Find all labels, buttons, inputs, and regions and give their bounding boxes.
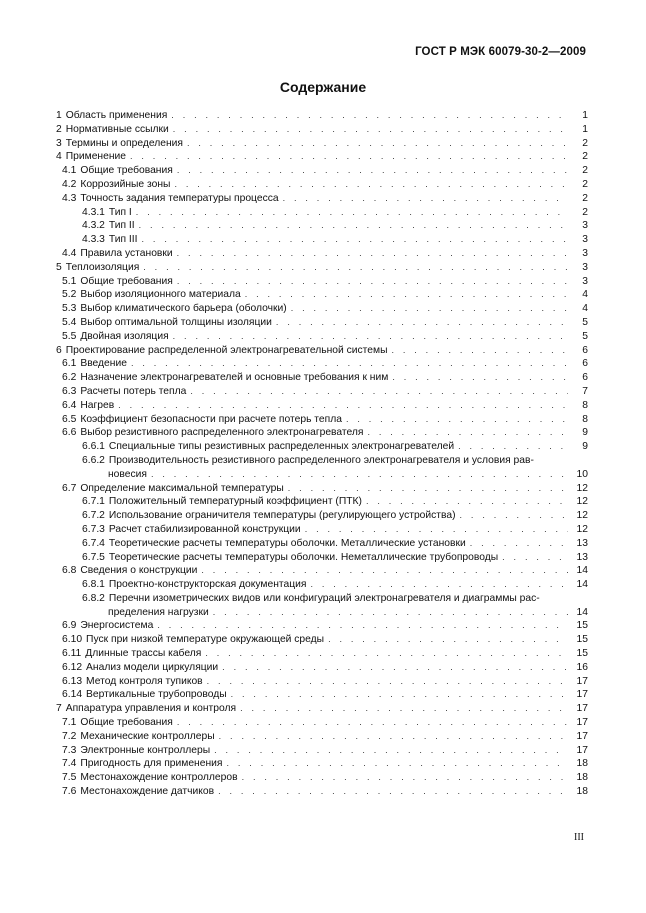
- toc-entry[interactable]: [0, 399, 646, 413]
- toc-dot-leader: [205, 647, 568, 661]
- toc-entry-title: Назначение электронагревателей и основные требования к ним: [80, 372, 389, 384]
- toc-entry[interactable]: [0, 744, 646, 758]
- toc-entry-title: Общие требования: [80, 275, 173, 287]
- toc-entry-title: Двойная изоляция: [80, 330, 169, 342]
- toc-entry-number: 6: [56, 344, 62, 356]
- toc-entry-number: 6.8: [62, 565, 77, 577]
- toc-entry-title: Метод контроля тупиков: [86, 675, 203, 687]
- toc-entry-number: 7.5: [62, 772, 77, 784]
- toc-entry-page: 3: [582, 247, 588, 259]
- toc-entry-page: 17: [576, 717, 588, 729]
- toc-entry-number: 6.4: [62, 399, 77, 411]
- toc-dot-leader: [460, 509, 568, 523]
- toc-dot-leader: [214, 744, 568, 758]
- toc-entry[interactable]: [0, 426, 646, 440]
- toc-entry[interactable]: [0, 785, 646, 799]
- toc-entry-page: 4: [582, 289, 588, 301]
- toc-entry-number: 6.5: [62, 413, 77, 425]
- toc-entry[interactable]: [0, 357, 646, 371]
- toc-entry-page: 12: [576, 482, 588, 494]
- toc-entry-title: Определение максимальной температуры: [80, 482, 284, 494]
- toc-entry-number: 5.5: [62, 330, 77, 342]
- toc-entry-title: Расчет стабилизированной конструкции: [108, 523, 301, 535]
- toc-entry-title: Правила установки: [80, 247, 173, 259]
- toc-entry-title: Энергосистема: [80, 620, 154, 632]
- toc-entry[interactable]: [0, 233, 646, 247]
- toc-entry-number: 6.7.1: [82, 496, 105, 508]
- toc-dot-leader: [151, 468, 568, 482]
- toc-entry[interactable]: [0, 564, 646, 578]
- toc-dot-leader: [118, 399, 568, 413]
- toc-entry-number: 6.3: [62, 385, 77, 397]
- toc-entry[interactable]: [0, 109, 646, 123]
- toc-entry[interactable]: [0, 206, 646, 220]
- toc-entry-number: 5.4: [62, 316, 77, 328]
- toc-entry-title: новесия: [108, 468, 147, 480]
- toc-entry-title: Перечни изометрических видов или конфигураций электронагревателя и диаграммы рас-: [108, 592, 540, 604]
- toc-entry-title: Пригодность для применения: [80, 758, 223, 770]
- toc-entry[interactable]: [0, 219, 646, 233]
- toc-dot-leader: [231, 688, 568, 702]
- toc-entry-number: 6.12: [62, 661, 83, 673]
- toc-entry-number: 4.4: [62, 247, 77, 259]
- toc-dot-leader: [502, 551, 568, 565]
- toc-entry[interactable]: [0, 454, 646, 468]
- toc-dot-leader: [177, 164, 568, 178]
- toc-entry-number: 5: [56, 261, 62, 273]
- toc-entry-page: 17: [576, 730, 588, 742]
- toc-entry-page: 16: [576, 661, 588, 673]
- toc-entry-title: Тип I: [108, 206, 132, 218]
- toc-entry-number: 6.7.5: [82, 551, 105, 563]
- toc-entry[interactable]: [0, 137, 646, 151]
- toc-entry[interactable]: [0, 661, 646, 675]
- toc-entry-title: Теоретические расчеты температуры оболочки. Неметаллические трубопроводы: [108, 551, 499, 563]
- toc-entry-page: 9: [582, 441, 588, 453]
- toc-entry-title: Производительность резистивного распределенного электронагревателя и условия рав-: [108, 454, 534, 466]
- toc-dot-leader: [177, 247, 568, 261]
- toc-entry-title: Введение: [80, 358, 127, 370]
- toc-entry-number: 5.1: [62, 275, 77, 287]
- toc-entry[interactable]: [0, 275, 646, 289]
- toc-entry-page: 3: [582, 275, 588, 287]
- toc-dot-leader: [190, 385, 568, 399]
- toc-dot-leader: [328, 633, 568, 647]
- toc-entry-number: 7.1: [62, 717, 77, 729]
- toc-entry-title: пределения нагрузки: [108, 606, 209, 618]
- toc-entry-number: 7.4: [62, 758, 77, 770]
- toc-entry-number: 2: [56, 123, 62, 135]
- toc-entry-title: Выбор оптимальной толщины изоляции: [80, 316, 272, 328]
- toc-entry[interactable]: [0, 509, 646, 523]
- toc-entry-page: 14: [576, 579, 588, 591]
- toc-entry[interactable]: [0, 647, 646, 661]
- toc-entry-number: 6.8.2: [82, 592, 105, 604]
- toc-entry-number: 6.13: [62, 675, 83, 687]
- toc-dot-leader: [240, 702, 568, 716]
- toc-dot-leader: [245, 288, 568, 302]
- toc-dot-leader: [470, 537, 568, 551]
- toc-entry-title: Выбор климатического барьера (оболочки): [80, 303, 287, 315]
- toc-entry-page: 2: [582, 165, 588, 177]
- toc-entry-page: 1: [582, 123, 588, 135]
- toc-entry[interactable]: [0, 371, 646, 385]
- toc-entry-number: 6.2: [62, 372, 77, 384]
- toc-entry-number: 6.7.4: [82, 537, 105, 549]
- toc-entry-number: 4.3.3: [82, 234, 105, 246]
- toc-entry-number: 4.3: [62, 192, 77, 204]
- toc-entry-number: 6.6.1: [82, 441, 105, 453]
- page-title: Содержание: [279, 79, 367, 95]
- toc-entry-page: 15: [576, 620, 588, 632]
- toc-entry-page: 2: [582, 192, 588, 204]
- toc-entry-number: 3: [56, 137, 62, 149]
- toc-entry[interactable]: [0, 288, 646, 302]
- toc-entry-number: 6.10: [62, 634, 83, 646]
- toc-entry-page: 3: [582, 234, 588, 246]
- toc-entry-title: Проектирование распределенной электронагревательной системы: [65, 344, 388, 356]
- toc-entry-page: 12: [576, 510, 588, 522]
- toc-entry-number: 7.3: [62, 744, 77, 756]
- toc-dot-leader: [283, 192, 568, 206]
- toc-entry[interactable]: [0, 606, 646, 620]
- toc-entry-page: 18: [576, 786, 588, 798]
- toc-entry-page: 7: [582, 385, 588, 397]
- toc-entry-number: 4.2: [62, 178, 77, 190]
- toc-entry-page: 2: [582, 178, 588, 190]
- toc-entry-title: Нормативные ссылки: [65, 123, 169, 135]
- toc-entry-page: 1: [582, 110, 588, 121]
- toc-entry[interactable]: [0, 675, 646, 689]
- toc-entry-page: 15: [576, 648, 588, 660]
- toc-dot-leader: [157, 619, 568, 633]
- toc-entry-page: 5: [582, 316, 588, 328]
- toc-dot-leader: [392, 371, 568, 385]
- toc-entry-number: 6.14: [62, 689, 83, 701]
- toc-dot-leader: [227, 757, 569, 771]
- toc-dot-leader: [173, 123, 568, 137]
- toc-entry-page: 8: [582, 413, 588, 425]
- toc-entry-page: 13: [576, 537, 588, 549]
- toc-entry-page: 4: [582, 303, 588, 315]
- table-of-contents: [0, 109, 646, 799]
- toc-entry-page: 6: [582, 358, 588, 370]
- toc-dot-leader: [177, 716, 568, 730]
- toc-entry-number: 6.1: [62, 358, 77, 370]
- toc-dot-leader: [367, 426, 568, 440]
- toc-entry[interactable]: [0, 537, 646, 551]
- toc-entry-number: 6.7.3: [82, 523, 105, 535]
- toc-entry-title: Механические контроллеры: [80, 730, 215, 742]
- toc-entry-number: 5.2: [62, 289, 77, 301]
- toc-dot-leader: [288, 482, 568, 496]
- toc-entry-title: Тип II: [108, 220, 135, 232]
- toc-entry-page: 17: [576, 703, 588, 715]
- toc-entry-title: Нагрев: [80, 399, 115, 411]
- toc-entry-number: 4.3.2: [82, 220, 105, 232]
- toc-entry-number: 7.6: [62, 786, 77, 798]
- toc-dot-leader: [222, 661, 568, 675]
- toc-entry-title: Применение: [65, 151, 126, 163]
- toc-dot-leader: [391, 344, 568, 358]
- toc-entry-title: Использование ограничителя температуры (регулирующего устройства): [108, 510, 456, 522]
- toc-entry-page: 5: [582, 330, 588, 342]
- toc-entry-title: Пуск при низкой температуре окружающей среды: [86, 634, 325, 646]
- toc-entry[interactable]: [0, 633, 646, 647]
- toc-entry-title: Выбор резистивного распределенного электронагревателя: [80, 427, 364, 439]
- toc-entry[interactable]: [0, 344, 646, 358]
- toc-entry-title: Теплоизоляция: [65, 261, 140, 273]
- toc-entry[interactable]: [0, 523, 646, 537]
- toc-entry-number: 6.9: [62, 620, 77, 632]
- toc-entry[interactable]: [0, 730, 646, 744]
- toc-entry-title: Положительный температурный коэффициент (ПТК): [108, 496, 362, 508]
- toc-entry-page: 2: [582, 151, 588, 163]
- toc-entry-title: Местонахождение контроллеров: [80, 772, 238, 784]
- toc-entry-title: Тип III: [108, 234, 138, 246]
- toc-dot-leader: [201, 564, 568, 578]
- toc-entry[interactable]: [0, 316, 646, 330]
- toc-entry-title: Коэффициент безопасности при расчете потерь тепла: [80, 413, 342, 425]
- toc-entry-number: 4: [56, 151, 62, 163]
- toc-entry-title: Общие требования: [80, 717, 173, 729]
- toc-entry-title: Сведения о конструкции: [80, 565, 198, 577]
- toc-entry-page: 9: [582, 427, 588, 439]
- toc-entry[interactable]: [0, 771, 646, 785]
- toc-entry[interactable]: [0, 413, 646, 427]
- toc-entry[interactable]: [0, 123, 646, 137]
- toc-entry[interactable]: [0, 688, 646, 702]
- toc-dot-leader: [207, 675, 568, 689]
- toc-entry-page: 14: [576, 565, 588, 577]
- toc-entry[interactable]: [0, 178, 646, 192]
- toc-entry[interactable]: [0, 757, 646, 771]
- toc-entry-number: 6.6: [62, 427, 77, 439]
- toc-entry[interactable]: [0, 440, 646, 454]
- toc-entry-page: 15: [576, 634, 588, 646]
- toc-entry-title: Проектно-конструкторская документация: [108, 579, 307, 591]
- toc-entry-page: 12: [576, 523, 588, 535]
- toc-entry[interactable]: [0, 619, 646, 633]
- toc-entry-page: 13: [576, 551, 588, 563]
- toc-dot-leader: [173, 330, 568, 344]
- toc-entry-page: 6: [582, 372, 588, 384]
- toc-entry-page: 2: [582, 137, 588, 149]
- toc-entry-page: 17: [576, 675, 588, 687]
- toc-entry[interactable]: [0, 192, 646, 206]
- toc-dot-leader: [171, 109, 568, 123]
- toc-entry-title: Выбор изоляционного материала: [80, 289, 241, 301]
- toc-entry-page: 17: [576, 744, 588, 756]
- toc-entry-title: Длинные трассы кабеля: [85, 648, 202, 660]
- toc-entry-title: Общие требования: [80, 165, 173, 177]
- toc-dot-leader: [346, 413, 568, 427]
- toc-entry-title: Расчеты потерь тепла: [80, 385, 187, 397]
- toc-entry[interactable]: [0, 468, 646, 482]
- toc-entry-page: 17: [576, 689, 588, 701]
- toc-entry-number: 6.7.2: [82, 510, 105, 522]
- toc-dot-leader: [143, 261, 568, 275]
- toc-dot-leader: [305, 523, 568, 537]
- toc-dot-leader: [131, 357, 568, 371]
- toc-entry-number: 1: [56, 110, 62, 121]
- toc-dot-leader: [142, 233, 568, 247]
- toc-dot-leader: [136, 206, 568, 220]
- toc-dot-leader: [130, 150, 568, 164]
- page-number: III: [574, 832, 584, 843]
- toc-entry-number: 4.1: [62, 165, 77, 177]
- toc-dot-leader: [174, 178, 568, 192]
- toc-entry-title: Электронные контроллеры: [80, 744, 211, 756]
- toc-entry-page: 6: [582, 344, 588, 356]
- toc-entry-page: 2: [582, 206, 588, 218]
- toc-entry-number: 6.6.2: [82, 454, 105, 466]
- toc-entry-number: 5.3: [62, 303, 77, 315]
- toc-entry[interactable]: [0, 150, 646, 164]
- toc-entry-number: 4.3.1: [82, 206, 105, 218]
- document-code-header: ГОСТ Р МЭК 60079-30-2—2009: [415, 46, 586, 58]
- toc-entry-title: Анализ модели циркуляции: [86, 661, 219, 673]
- toc-entry-page: 8: [582, 399, 588, 411]
- toc-entry[interactable]: [0, 247, 646, 261]
- toc-entry-page: 10: [576, 468, 588, 480]
- toc-entry-title: Теоретические расчеты температуры оболочки. Металлические установки: [108, 537, 466, 549]
- toc-dot-leader: [366, 495, 568, 509]
- toc-dot-leader: [213, 606, 568, 620]
- toc-entry-number: 6.8.1: [82, 579, 105, 591]
- toc-entry-title: Местонахождение датчиков: [80, 786, 215, 798]
- toc-entry[interactable]: [0, 551, 646, 565]
- toc-dot-leader: [242, 771, 568, 785]
- toc-entry-title: Вертикальные трубопроводы: [86, 689, 227, 701]
- toc-entry-title: Аппаратура управления и контроля: [65, 703, 237, 715]
- toc-entry[interactable]: [0, 261, 646, 275]
- toc-entry-page: 3: [582, 261, 588, 273]
- toc-dot-leader: [291, 302, 568, 316]
- toc-entry-title: Специальные типы резистивных распределенных электронагревателей: [108, 441, 455, 453]
- toc-entry[interactable]: [0, 578, 646, 592]
- toc-entry-page: 3: [582, 220, 588, 232]
- toc-entry-page: 18: [576, 758, 588, 770]
- toc-entry-number: 7: [56, 703, 62, 715]
- toc-dot-leader: [187, 137, 568, 151]
- toc-entry[interactable]: [0, 716, 646, 730]
- toc-entry[interactable]: [0, 302, 646, 316]
- toc-entry[interactable]: [0, 592, 646, 606]
- toc-entry[interactable]: [0, 330, 646, 344]
- toc-dot-leader: [177, 275, 568, 289]
- toc-entry-page: 14: [576, 606, 588, 618]
- toc-entry-title: Точность задания температуры процесса: [80, 192, 279, 204]
- toc-dot-leader: [276, 316, 568, 330]
- toc-entry-page: 12: [576, 496, 588, 508]
- toc-entry[interactable]: [0, 482, 646, 496]
- toc-entry-number: 6.11: [62, 648, 82, 660]
- toc-dot-leader: [310, 578, 568, 592]
- toc-dot-leader: [219, 730, 568, 744]
- toc-dot-leader: [218, 785, 568, 799]
- toc-entry[interactable]: [0, 385, 646, 399]
- toc-entry-title: Термины и определения: [65, 137, 183, 149]
- toc-entry[interactable]: [0, 702, 646, 716]
- toc-entry[interactable]: [0, 164, 646, 178]
- toc-entry-number: 6.7: [62, 482, 77, 494]
- toc-entry[interactable]: [0, 495, 646, 509]
- toc-entry-title: Коррозийные зоны: [80, 178, 171, 190]
- toc-dot-leader: [139, 219, 568, 233]
- toc-entry-number: 7.2: [62, 730, 77, 742]
- toc-entry-title: Область применения: [65, 110, 168, 121]
- toc-entry-page: 18: [576, 772, 588, 784]
- toc-dot-leader: [458, 440, 568, 454]
